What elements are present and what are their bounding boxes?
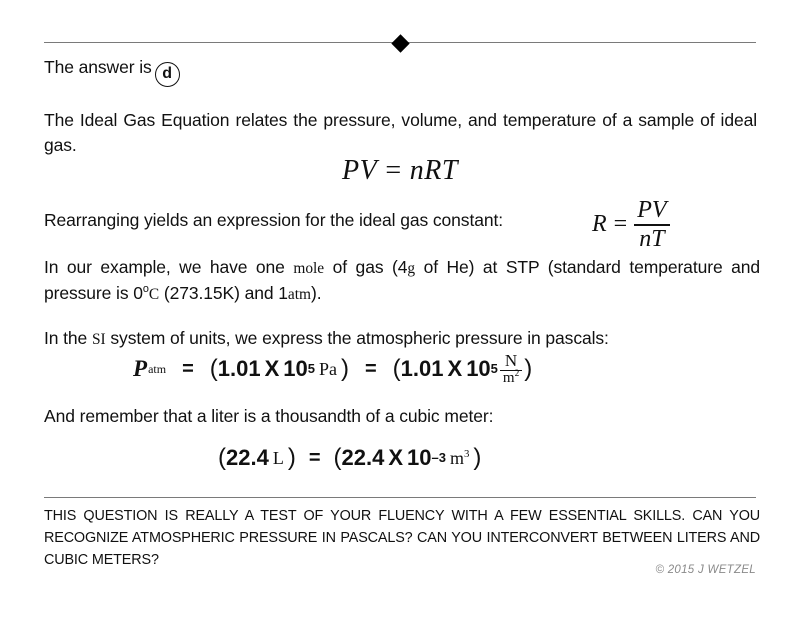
eq-patm-open-paren-1: ( bbox=[209, 355, 218, 383]
example-part-4: (273.15K) and 1 bbox=[159, 283, 288, 303]
eq-r-numerator: PV bbox=[637, 197, 667, 223]
eq-patm-equals-1: = bbox=[182, 357, 194, 380]
eq-patm-mantissa-1: 1.01 bbox=[217, 356, 261, 382]
top-divider bbox=[44, 42, 756, 44]
eq-pv-nrt-rhs-n: n bbox=[409, 155, 425, 186]
si-abbrev: SI bbox=[91, 331, 106, 348]
example-part-2: of gas (4 bbox=[324, 257, 408, 277]
rearrange-line: Rearranging yields an expression for the ideal gas constant: bbox=[44, 210, 503, 230]
si-part-1: In the bbox=[44, 328, 92, 348]
answer-choice-badge: d bbox=[155, 62, 180, 87]
copyright-notice: © 2015 J WETZEL bbox=[655, 564, 756, 576]
eq-patm-times-1: X bbox=[264, 356, 280, 382]
eq-pv-nrt-lhs-p: P bbox=[342, 155, 360, 186]
si-units-line bbox=[44, 326, 760, 352]
eq-patm-symbol: P bbox=[133, 356, 148, 382]
eq-liter-unit-exponent: 3 bbox=[464, 447, 470, 460]
eq-pv-nrt-operator: = bbox=[385, 155, 402, 186]
eq-liter-base: 10 bbox=[407, 445, 432, 470]
eq-patm-subscript: atm bbox=[148, 361, 167, 376]
eq-patm-unit-newton-per-square-meter bbox=[500, 352, 522, 387]
eq-patm-base-1: 10 bbox=[283, 356, 308, 382]
eq-r-lhs: R bbox=[592, 211, 607, 238]
answer-prefix: The answer is bbox=[44, 57, 152, 77]
eq-pv-nrt-lhs-v: V bbox=[359, 155, 378, 186]
eq-liter-close-paren-2: ) bbox=[473, 444, 482, 471]
eq-r-fraction bbox=[634, 198, 669, 252]
answer-line bbox=[44, 55, 180, 87]
unit-atm: atm bbox=[287, 286, 311, 303]
eq-pv-nrt-rhs-t: T bbox=[441, 155, 458, 186]
diamond-marker-icon bbox=[391, 34, 409, 52]
degree-symbol: o bbox=[142, 283, 149, 296]
eq-patm-unit-denominator bbox=[500, 371, 522, 387]
eq-liter-unit-cubic-meter bbox=[450, 448, 469, 469]
eq-liter-value-2: 22.4 bbox=[341, 445, 385, 470]
eq-liter-unit-liter: L bbox=[272, 447, 284, 468]
example-paragraph bbox=[44, 255, 760, 307]
eq-liter-value-1: 22.4 bbox=[226, 445, 269, 470]
eq-r-denominator: nT bbox=[639, 225, 665, 252]
eq-liter-times: X bbox=[388, 445, 404, 470]
eq-liter-equals: = bbox=[308, 446, 321, 469]
eq-liter-open-paren-1: ( bbox=[218, 444, 226, 471]
eq-liter-open-paren-2: ( bbox=[333, 444, 342, 471]
equation-r-equals-pv-over-nt bbox=[592, 198, 670, 252]
equation-liter-conversion: ( 22.4 L ) = ( 22.4 X 10 –3 $m^3$ ) bbox=[218, 444, 482, 471]
equation-p-atm: P atm = ( 1.01 X 10 5 Pa ) = ( 1.01 X 10 5 $\frac{N}{m^2}$ ) bbox=[133, 351, 533, 387]
liter-line: And remember that a liter is a thousandth of a cubic meter: bbox=[44, 406, 494, 426]
eq-liter-unit-base: m bbox=[449, 447, 464, 468]
eq-patm-unit-denominator-base: m bbox=[502, 370, 515, 387]
bottom-divider bbox=[44, 497, 756, 498]
eq-patm-close-paren-2: ) bbox=[524, 355, 533, 383]
example-part-3: of He) at STP (standard temperature and pressure is 0 bbox=[44, 257, 760, 303]
eq-liter-close-paren-1: ) bbox=[287, 444, 296, 471]
eq-patm-times-2: X bbox=[447, 356, 463, 382]
si-part-2: system of units, we express the atmospheric pressure in pascals: bbox=[105, 328, 609, 348]
eq-pv-nrt-rhs-r: R bbox=[424, 155, 442, 186]
example-part-1: In our example, we have one bbox=[44, 257, 294, 277]
footer-note: THIS QUESTION IS REALLY A TEST OF YOUR FLUENCY WITH A FEW ESSENTIAL SKILLS. CAN YOU RECOGNIZE ATMOSPHERIC PRESSURE IN PASCALS? CAN YOU INTERCONVERT BETWEEN LITERS AND CUBIC METERS? bbox=[44, 508, 760, 568]
eq-patm-equals-2: = bbox=[364, 357, 377, 380]
eq-patm-unit-numerator: N bbox=[504, 351, 518, 370]
example-part-5: ). bbox=[310, 283, 322, 303]
eq-patm-unit-pascal: Pa bbox=[318, 358, 337, 379]
eq-patm-mantissa-2: 1.01 bbox=[400, 356, 444, 382]
eq-patm-base-2: 10 bbox=[466, 356, 491, 382]
equation-pv-nrt bbox=[0, 155, 800, 187]
unit-gram: g bbox=[407, 260, 416, 277]
unit-celsius: C bbox=[148, 286, 160, 303]
unit-mole: mole bbox=[293, 260, 325, 277]
eq-patm-unit-denominator-exponent: 2 bbox=[514, 369, 520, 380]
eq-patm-open-paren-2: ( bbox=[392, 355, 401, 383]
eq-r-operator: = bbox=[613, 211, 628, 238]
eq-patm-close-paren-1: ) bbox=[340, 355, 349, 383]
intro-paragraph: The Ideal Gas Equation relates the pressure, volume, and temperature of a sample of ideal gas. bbox=[44, 110, 757, 155]
